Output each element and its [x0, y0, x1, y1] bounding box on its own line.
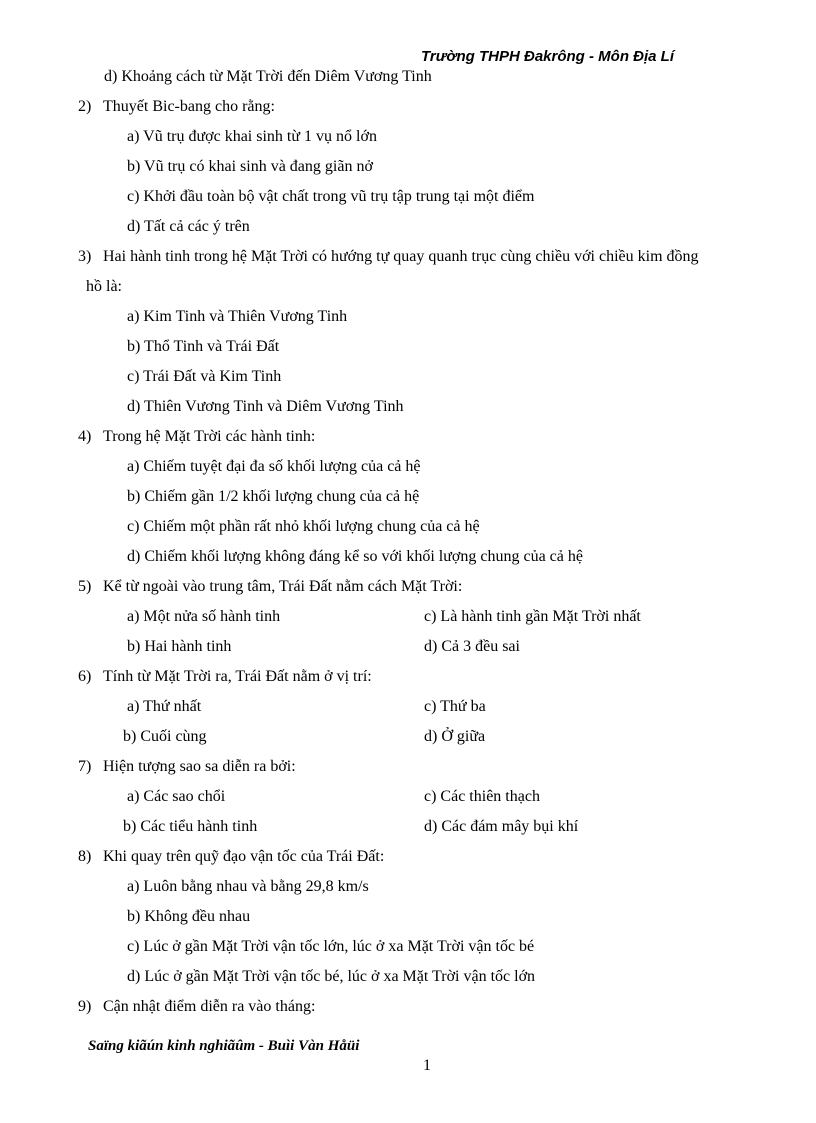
option-row	[78, 632, 778, 662]
question-4	[78, 422, 778, 452]
question-3	[78, 242, 778, 272]
option: d) Chiếm khối lượng không đáng kể so với khối lượng chung của cả hệ	[127, 548, 583, 565]
option: a) Các sao chổi	[127, 788, 226, 805]
question-text: Kể từ ngoài vào trung tâm, Trái Đất nằm cách Mặt Trời:	[103, 578, 463, 595]
question-9	[78, 992, 778, 1022]
page-header: Trường THPH Đakrông - Môn Địa Lí	[420, 48, 674, 65]
option: a) Kim Tinh và Thiên Vương Tinh	[127, 308, 348, 325]
option: c) Khởi đầu toàn bộ vật chất trong vũ trụ tập trung tại một điểm	[127, 188, 535, 205]
question-8	[78, 842, 778, 872]
question-number: 6)	[78, 668, 92, 685]
option: b) Hai hành tinh	[127, 638, 232, 655]
option: b) Vũ trụ có khai sinh và đang giãn nở	[127, 158, 373, 175]
question-text: Khi quay trên quỹ đạo vận tốc của Trái Đất:	[103, 848, 385, 865]
question-number: 3)	[78, 248, 92, 265]
page-number: 1	[423, 1057, 431, 1074]
question-6	[78, 662, 778, 692]
question-text: Cận nhật điểm diễn ra vào tháng:	[103, 998, 316, 1015]
option: a) Vũ trụ được khai sinh từ 1 vụ nổ lớn	[127, 128, 377, 145]
question-7	[78, 752, 778, 782]
option: c) Là hành tinh gần Mặt Trời nhất	[424, 608, 641, 625]
question-number: 9)	[78, 998, 92, 1015]
option: a) Luôn bằng nhau và bằng 29,8 km/s	[127, 878, 369, 895]
question-text: Trong hệ Mặt Trời các hành tinh:	[103, 428, 316, 445]
option-text: d) Khoảng cách từ Mặt Trời đến Diêm Vương Tinh	[104, 68, 432, 85]
option: b) Cuối cùng	[123, 728, 207, 745]
option: a) Một nửa số hành tinh	[127, 608, 281, 625]
page-footer: Saïng kiãún kinh nghiãûm - Buìi Vàn Håüi	[88, 1038, 360, 1054]
question-text: Hiện tượng sao sa diễn ra bởi:	[103, 758, 296, 775]
option: a) Thứ nhất	[127, 698, 202, 715]
option: d) Tất cả các ý trên	[127, 218, 250, 235]
option-row	[78, 602, 778, 632]
question-number: 2)	[78, 98, 92, 115]
option: d) Các đám mây bụi khí	[424, 818, 579, 835]
option-row	[78, 782, 778, 812]
option: d) Cả 3 đều sai	[424, 638, 520, 655]
question-number: 4)	[78, 428, 92, 445]
option: d) Lúc ở gần Mặt Trời vận tốc bé, lúc ở xa Mặt Trời vận tốc lớn	[127, 968, 536, 985]
option: d) Thiên Vương Tinh và Diêm Vương Tinh	[127, 398, 404, 415]
option: a) Chiếm tuyệt đại đa số khối lượng của cả hệ	[127, 458, 421, 475]
option: b) Thổ Tinh và Trái Đất	[127, 338, 280, 355]
question-text: Hai hành tinh trong hệ Mặt Trời có hướng tự quay quanh trục cùng chiều với chiều kim đồng	[103, 248, 699, 265]
option: c) Thứ ba	[424, 698, 486, 715]
option: b) Các tiểu hành tinh	[123, 818, 258, 835]
question-5	[78, 572, 778, 602]
document-body	[78, 62, 778, 1022]
question-text-continued: hồ là:	[86, 278, 122, 295]
option: b) Chiếm gần 1/2 khối lượng chung của cả hệ	[127, 488, 420, 505]
option: c) Trái Đất và Kim Tinh	[127, 368, 282, 385]
question-text: Tính từ Mặt Trời ra, Trái Đất nằm ở vị trí:	[103, 668, 372, 685]
option-row	[78, 722, 778, 752]
option: b) Không đều nhau	[127, 908, 251, 925]
question-number: 7)	[78, 758, 92, 775]
option: c) Lúc ở gần Mặt Trời vận tốc lớn, lúc ở xa Mặt Trời vận tốc bé	[127, 938, 535, 955]
question-number: 5)	[78, 578, 92, 595]
option: d) Ở giữa	[424, 728, 486, 745]
question-text: Thuyết Bic-bang cho rằng:	[103, 98, 275, 115]
option-row	[78, 812, 778, 842]
option-row	[78, 692, 778, 722]
option: c) Chiếm một phần rất nhỏ khối lượng chung của cả hệ	[127, 518, 480, 535]
question-2	[78, 92, 778, 122]
question-number: 8)	[78, 848, 92, 865]
option: c) Các thiên thạch	[424, 788, 540, 805]
